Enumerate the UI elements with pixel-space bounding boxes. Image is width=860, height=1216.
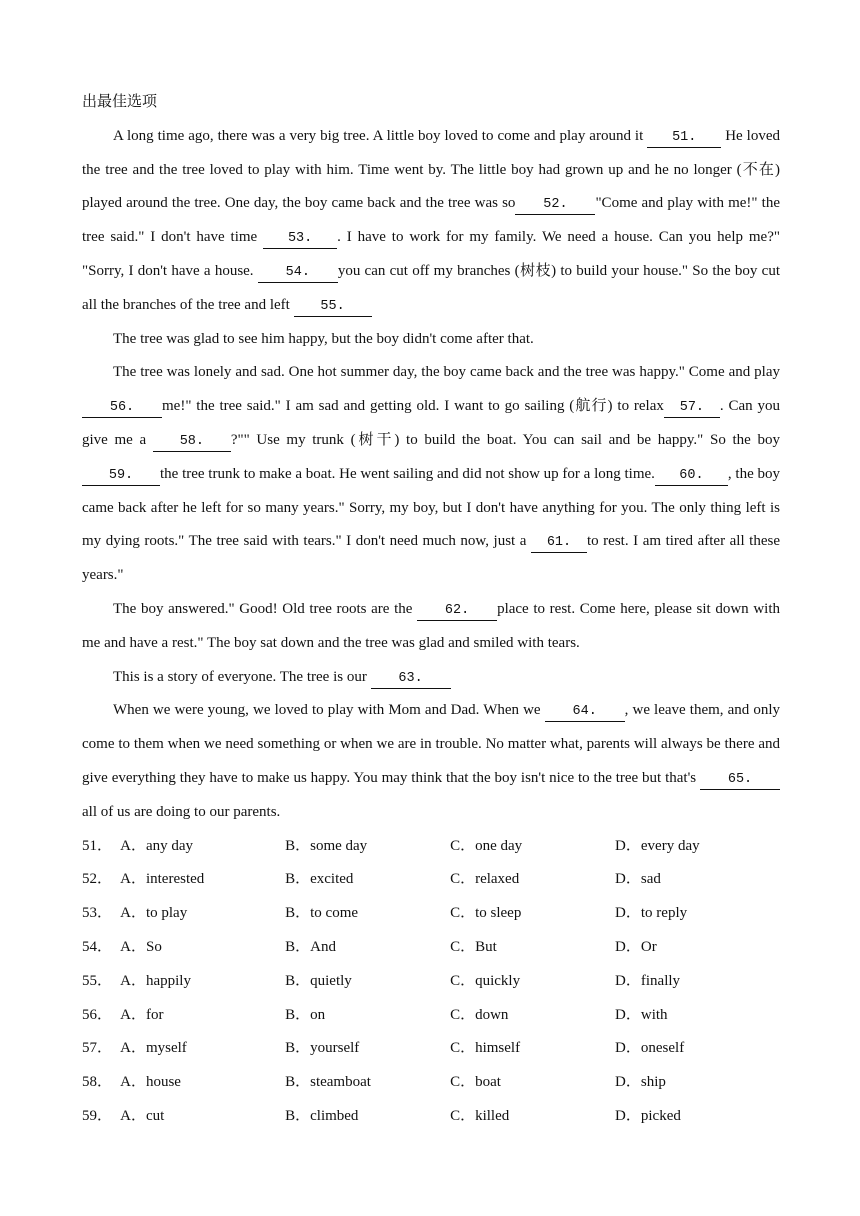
answer-option[interactable]: C．himself bbox=[450, 1040, 521, 1057]
answer-blank[interactable]: 57. bbox=[664, 400, 720, 418]
passage-text: place to rest. Come here, please sit down with me and have a rest." The boy sat down and the tree was glad and smiled with tears. bbox=[82, 600, 780, 651]
answer-option[interactable]: C．But bbox=[450, 938, 497, 955]
question-number: 56． bbox=[82, 1006, 113, 1023]
question-row bbox=[82, 897, 780, 931]
answer-option[interactable]: A．myself bbox=[120, 1040, 187, 1057]
answer-option[interactable]: C．killed bbox=[450, 1107, 510, 1124]
question-number: 52． bbox=[82, 871, 113, 888]
passage-text: , the boy came back after he left for so many years." Sorry, my boy, but I don't have anything for you. The only thing left is my dying roots." The tree said with tears." I don't need much now, just a bbox=[82, 465, 781, 550]
answer-option[interactable]: A．cut bbox=[120, 1107, 165, 1124]
answer-option[interactable]: B．quietly bbox=[285, 972, 352, 989]
answer-option[interactable]: A．any day bbox=[120, 837, 194, 854]
passage-text: This is a story of everyone. The tree is our bbox=[113, 668, 371, 685]
question-row bbox=[82, 965, 780, 999]
question-number: 55． bbox=[82, 972, 113, 989]
answer-blank[interactable]: 65. bbox=[700, 772, 780, 790]
answer-option[interactable]: C．to sleep bbox=[450, 905, 522, 922]
passage-text: He loved the tree and the tree loved to play with him. Time went by. The little boy had grown up and he no longer (不在) played around the tree. One day, the boy came back and the tree was so bbox=[82, 127, 780, 212]
answer-blank[interactable]: 52. bbox=[515, 197, 595, 215]
answer-option[interactable]: A．for bbox=[120, 1006, 164, 1023]
passage-text: the tree trunk to make a boat. He went sailing and did not show up for a long time. bbox=[160, 465, 655, 482]
answer-option[interactable]: D．sad bbox=[615, 871, 661, 888]
question-row bbox=[82, 1032, 780, 1066]
paragraph bbox=[82, 694, 780, 829]
question-number: 53． bbox=[82, 905, 113, 922]
answer-option[interactable]: D．with bbox=[615, 1006, 668, 1023]
answer-blank[interactable]: 64. bbox=[545, 704, 625, 722]
passage-text: When we were young, we loved to play with Mom and Dad. When we bbox=[113, 702, 545, 719]
answer-option[interactable]: A．interested bbox=[120, 871, 205, 888]
paragraph bbox=[82, 356, 780, 593]
answer-blank[interactable]: 58. bbox=[153, 434, 231, 452]
paragraph bbox=[82, 323, 780, 357]
answer-option[interactable]: B．climbed bbox=[285, 1107, 359, 1124]
passage-text: ?"" Use my trunk (树干) to build the boat. You can sail and be happy." So the boy bbox=[230, 431, 780, 448]
passage-text: , we leave them, and only come to them when we need something or when we are in trouble. No matter what, parents will always be there and give everything they have to make us happy. You may think that the boy isn't nice to the tree but that's bbox=[82, 702, 780, 786]
passage-text: The tree was glad to see him happy, but the boy didn't come after that. bbox=[113, 330, 534, 347]
answer-blank[interactable]: 61. bbox=[531, 535, 587, 553]
answer-blank[interactable]: 62. bbox=[417, 603, 497, 621]
answer-blank[interactable]: 63. bbox=[371, 671, 451, 689]
answer-blank[interactable]: 55. bbox=[294, 299, 372, 317]
answer-option[interactable]: A．happily bbox=[120, 972, 191, 989]
question-row bbox=[82, 863, 780, 897]
passage-text: me!" the tree said." I am sad and getting old. I want to go sailing (航行) to relax bbox=[162, 398, 664, 415]
section-heading: 出最佳选项 bbox=[82, 94, 158, 110]
question-number: 59． bbox=[82, 1107, 113, 1124]
answer-options bbox=[82, 830, 780, 1134]
answer-option[interactable]: D．ship bbox=[615, 1074, 666, 1091]
answer-option[interactable]: D．to reply bbox=[615, 905, 688, 922]
passage-text: A long time ago, there was a very big tree. A little boy loved to come and play around it bbox=[113, 127, 648, 144]
paragraph bbox=[82, 120, 780, 323]
answer-option[interactable]: B．excited bbox=[285, 871, 354, 888]
answer-option[interactable]: D．picked bbox=[615, 1107, 681, 1124]
question-row bbox=[82, 999, 780, 1033]
answer-option[interactable]: C．boat bbox=[450, 1074, 501, 1091]
answer-option[interactable]: A．So bbox=[120, 938, 162, 955]
passage-text: . Can you give me a bbox=[82, 398, 780, 448]
passage-text: The tree was lonely and sad. One hot summer day, the boy came back and the tree was happy." Come and play bbox=[113, 364, 780, 381]
answer-option[interactable]: A．house bbox=[120, 1074, 181, 1091]
passage-text: . I have to work for my family. We need a house. Can you help me?" "Sorry, I don't have a house. bbox=[82, 229, 780, 279]
passage-text: to rest. I am tired after all these years." bbox=[82, 533, 780, 584]
passage bbox=[82, 120, 780, 830]
question-row bbox=[82, 830, 780, 864]
answer-option[interactable]: C．relaxed bbox=[450, 871, 520, 888]
answer-option[interactable]: B．steamboat bbox=[285, 1074, 371, 1091]
answer-option[interactable]: C．quickly bbox=[450, 972, 521, 989]
answer-option[interactable]: D．every day bbox=[615, 837, 700, 854]
answer-option[interactable]: B．to come bbox=[285, 905, 359, 922]
answer-option[interactable]: C．one day bbox=[450, 837, 523, 854]
passage-text: all of us are doing to our parents. bbox=[82, 803, 281, 820]
answer-option[interactable]: B．on bbox=[285, 1006, 326, 1023]
answer-option[interactable]: B．some day bbox=[285, 837, 368, 854]
answer-blank[interactable]: 56. bbox=[82, 400, 162, 418]
answer-blank[interactable]: 54. bbox=[258, 265, 338, 283]
answer-option[interactable]: D．oneself bbox=[615, 1040, 685, 1057]
question-row bbox=[82, 1066, 780, 1100]
answer-blank[interactable]: 59. bbox=[82, 468, 160, 486]
document-page bbox=[82, 86, 780, 1134]
answer-blank[interactable]: 60. bbox=[655, 468, 728, 486]
answer-option[interactable]: D．Or bbox=[615, 938, 657, 955]
answer-option[interactable]: B．yourself bbox=[285, 1040, 360, 1057]
question-row bbox=[82, 931, 780, 965]
question-number: 58． bbox=[82, 1074, 113, 1091]
answer-option[interactable]: C．down bbox=[450, 1006, 509, 1023]
passage-text: you can cut off my branches (树枝) to build your house." So the boy cut all the branches of the tree and left bbox=[82, 262, 780, 313]
answer-option[interactable]: B．And bbox=[285, 938, 336, 955]
question-number: 51． bbox=[82, 837, 113, 854]
answer-option[interactable]: D．finally bbox=[615, 972, 681, 989]
answer-blank[interactable]: 53. bbox=[263, 231, 337, 249]
question-number: 54． bbox=[82, 938, 113, 955]
paragraph bbox=[82, 593, 780, 661]
answer-blank[interactable]: 51. bbox=[647, 130, 721, 148]
paragraph bbox=[82, 661, 780, 695]
question-number: 57． bbox=[82, 1040, 113, 1057]
answer-option[interactable]: A．to play bbox=[120, 905, 188, 922]
question-row bbox=[82, 1100, 780, 1134]
passage-text: The boy answered." Good! Old tree roots are the bbox=[113, 600, 418, 617]
passage-text: "Come and play with me!" the tree said." I don't have time bbox=[82, 195, 780, 246]
